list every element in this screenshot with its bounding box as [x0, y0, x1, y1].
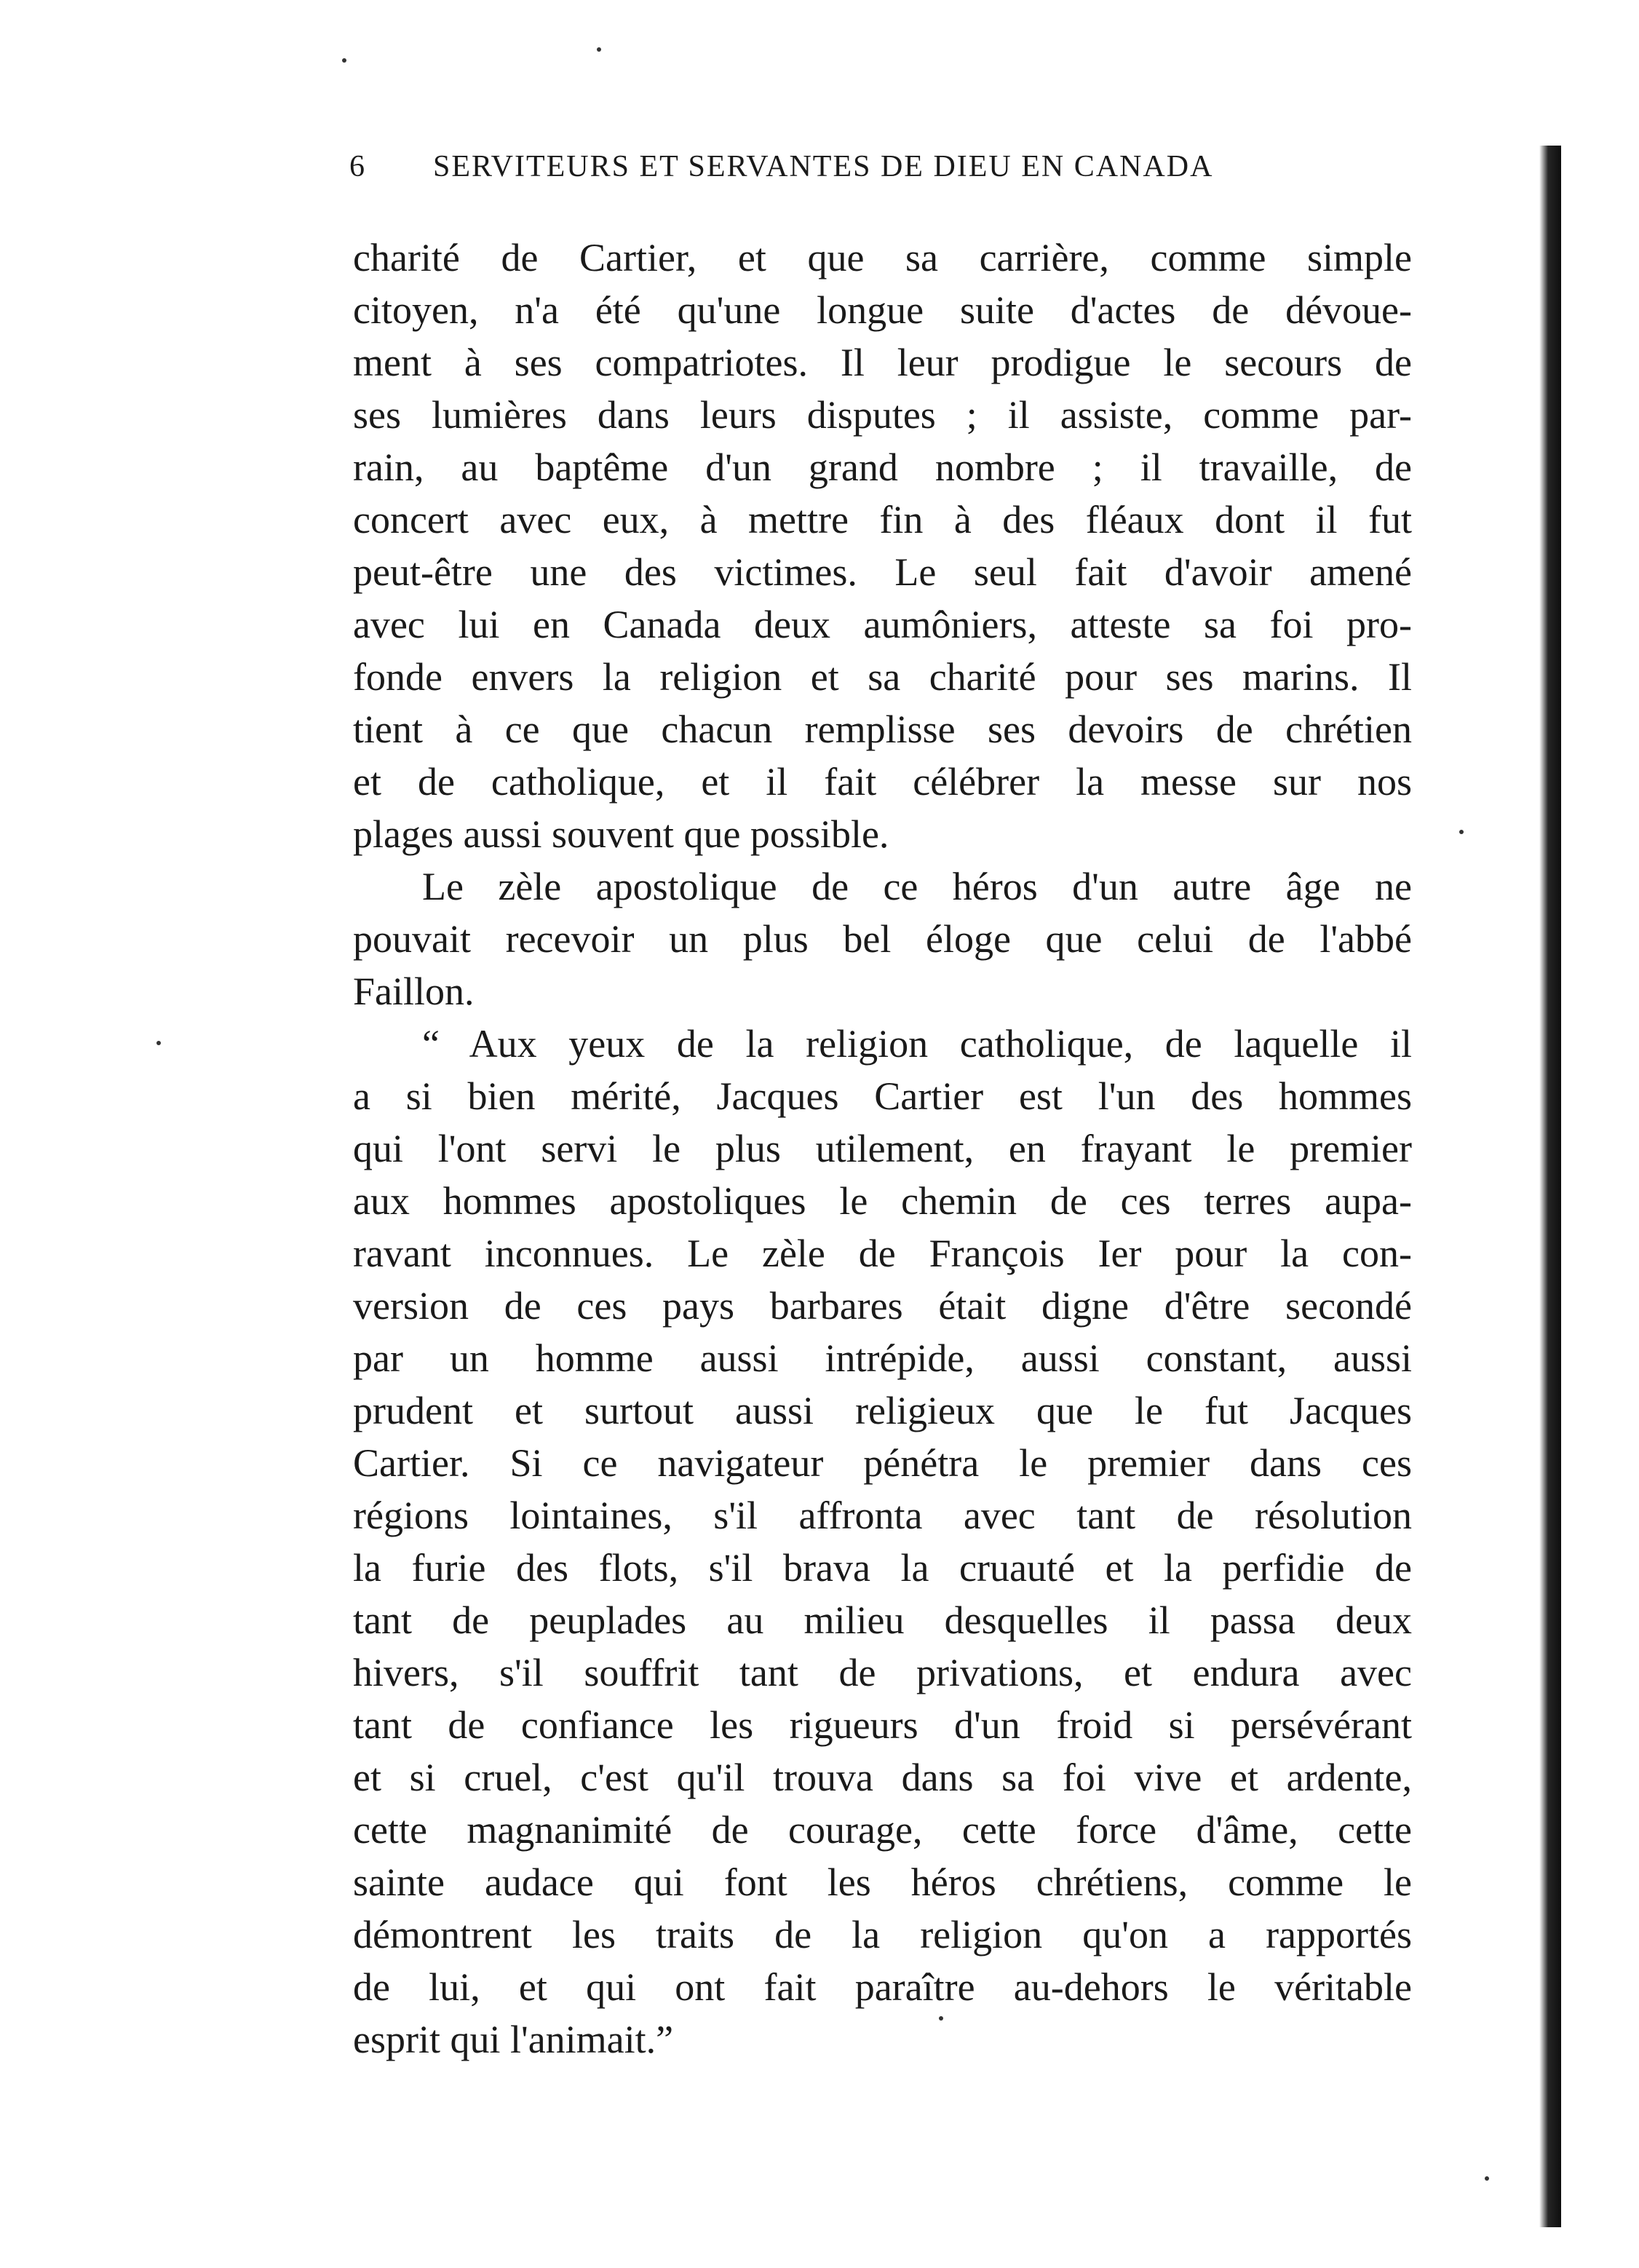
text-line: a si bien mérité, Jacques Cartier est l'un des hommes: [353, 1074, 1412, 1118]
text-line: la furie des flots, s'il brava la cruauté et la perfidie de: [353, 1546, 1412, 1590]
running-head: [349, 149, 1354, 193]
scan-speck: [1459, 830, 1464, 834]
text-line: avec lui en Canada deux aumôniers, atteste sa foi pro-: [353, 603, 1412, 646]
text-line: prudent et surtout aussi religieux que le fut Jacques: [353, 1389, 1412, 1432]
text-line: hivers, s'il souffrit tant de privations, et endura avec: [353, 1651, 1412, 1694]
text-line: sainte audace qui font les héros chrétiens, comme le: [353, 1860, 1412, 1904]
text-line: Faillon.: [353, 970, 475, 1013]
scan-speck: [1485, 2176, 1489, 2181]
text-line: peut-être une des victimes. Le seul fait d'avoir amené: [353, 550, 1412, 594]
text-line: tient à ce que chacun remplisse ses devoirs de chrétien: [353, 707, 1412, 751]
text-line: version de ces pays barbares était digne d'être secondé: [353, 1284, 1412, 1328]
scan-speck: [597, 47, 601, 52]
text-line: régions lointaines, s'il affronta avec tant de résolution: [353, 1494, 1412, 1537]
text-line: par un homme aussi intrépide, aussi constant, aussi: [353, 1336, 1412, 1380]
page-number: 6: [349, 150, 366, 183]
running-head-title: SERVITEURS ET SERVANTES DE DIEU EN CANADA: [433, 150, 1214, 183]
paragraph-first-line: Le zèle apostolique de ce héros d'un autre âge ne: [422, 865, 1412, 908]
scan-speck: [939, 2016, 943, 2021]
scan-speck: [342, 58, 346, 63]
text-line: pouvait recevoir un plus bel éloge que celui de l'abbé: [353, 917, 1412, 961]
text-line: aux hommes apostoliques le chemin de ces terres aupa-: [353, 1179, 1412, 1223]
text-line: de lui, et qui ont fait paraître au-dehors le véritable: [353, 1965, 1412, 2009]
text-line: tant de confiance les rigueurs d'un froid si persévérant: [353, 1703, 1412, 1747]
text-line: esprit qui l'animait.”: [353, 2018, 674, 2061]
paragraph-first-line: “ Aux yeux de la religion catholique, de laquelle il: [422, 1022, 1412, 1066]
text-line: plages aussi souvent que possible.: [353, 812, 889, 856]
text-line: charité de Cartier, et que sa carrière, comme simple: [353, 236, 1412, 279]
text-line: qui l'ont servi le plus utilement, en frayant le premier: [353, 1127, 1412, 1170]
text-line: et de catholique, et il fait célébrer la messe sur nos: [353, 760, 1412, 804]
text-line: rain, au baptême d'un grand nombre ; il travaille, de: [353, 445, 1412, 489]
text-line: ses lumières dans leurs disputes ; il assiste, comme par-: [353, 393, 1412, 437]
text-line: ment à ses compatriotes. Il leur prodigue le secours de: [353, 341, 1412, 384]
text-line: tant de peuplades au milieu desquelles il passa deux: [353, 1598, 1412, 1642]
text-line: cette magnanimité de courage, cette force d'âme, cette: [353, 1808, 1412, 1852]
text-line: concert avec eux, à mettre fin à des fléaux dont il fut: [353, 498, 1412, 542]
text-line: ravant inconnues. Le zèle de François Ier pour la con-: [353, 1232, 1412, 1275]
text-line: démontrent les traits de la religion qu'on a rapportés: [353, 1913, 1412, 1956]
binding-edge-shadow: [1539, 146, 1561, 2227]
scan-speck: [156, 1041, 161, 1045]
text-line: Cartier. Si ce navigateur pénétra le premier dans ces: [353, 1441, 1412, 1485]
text-line: citoyen, n'a été qu'une longue suite d'actes de dévoue-: [353, 288, 1412, 332]
text-line: et si cruel, c'est qu'il trouva dans sa foi vive et ardente,: [353, 1756, 1412, 1799]
text-line: fonde envers la religion et sa charité pour ses marins. Il: [353, 655, 1412, 699]
